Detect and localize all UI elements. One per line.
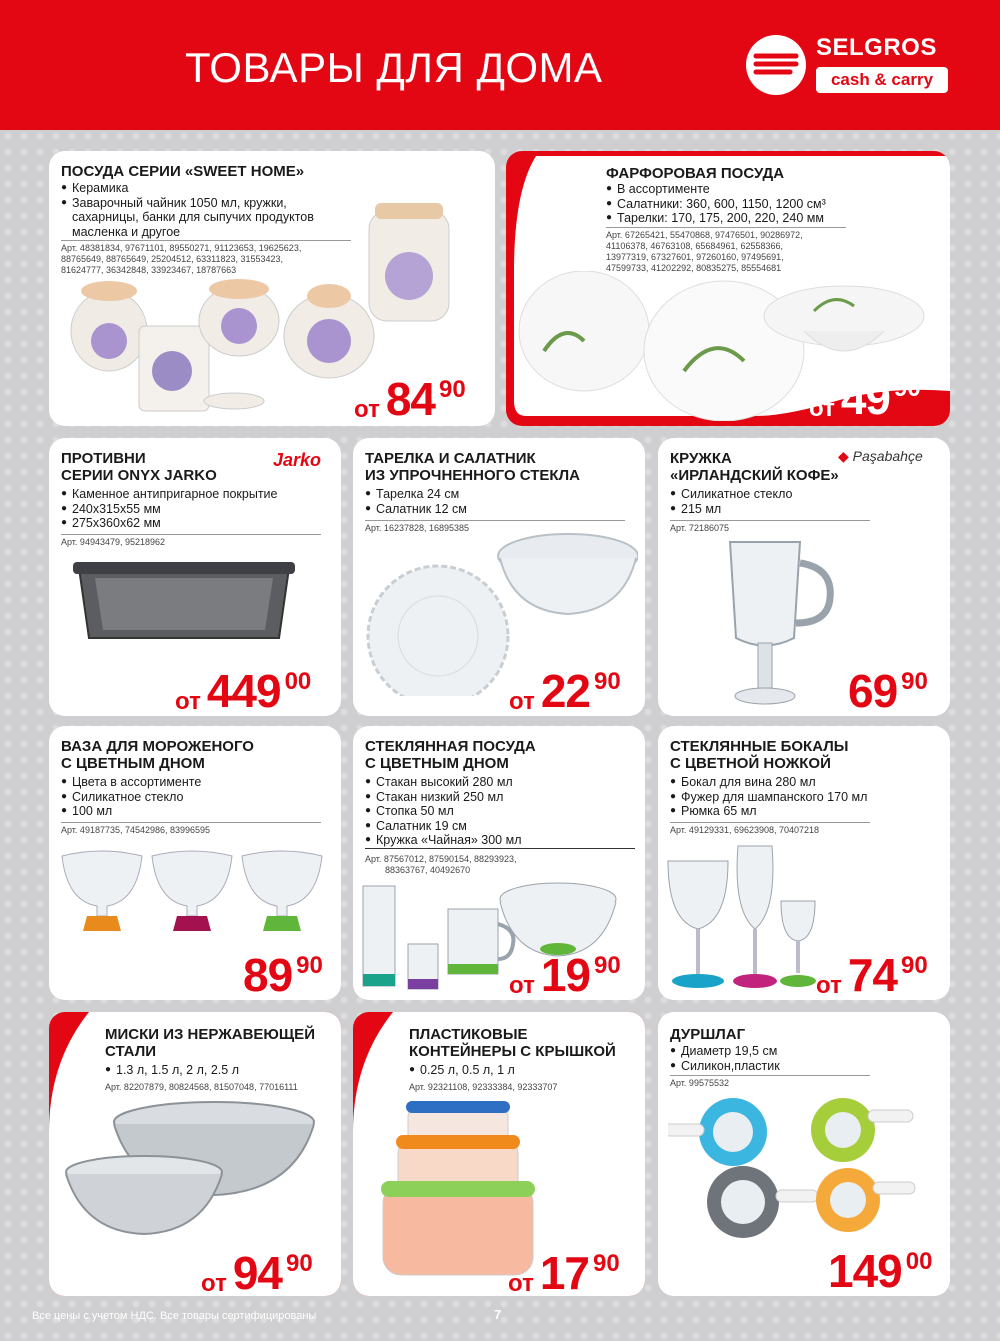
product-title: ФАРФОРОВАЯ ПОСУДА	[606, 165, 785, 182]
product-title: ДУРШЛАГ	[670, 1026, 746, 1043]
bullet: ● 100 мл	[61, 804, 331, 819]
price: от 22 90	[509, 665, 621, 716]
product-card-onyx-jarko[interactable]	[49, 438, 341, 716]
product-card-porcelain[interactable]	[506, 151, 950, 426]
article-numbers: Арт. 87567012, 87590154, 88293923, 88363767, 40492670	[365, 854, 517, 875]
product-card-colander[interactable]	[658, 1012, 950, 1296]
price: от 17 90	[508, 1247, 620, 1296]
product-card-irish-mug[interactable]	[658, 438, 950, 716]
bullet: ● 240x315x55 мм	[61, 502, 331, 517]
colander-image	[668, 1092, 938, 1242]
bullet: ● Фужер для шампанского 170 мл	[670, 790, 940, 805]
article-numbers: Арт. 67265421, 55470868, 97476501, 90286972, 41106378, 46763108, 65684961, 62558366, 13977319, 67327601, 97260160, 97495691, 47599733, 41202292, 80835275, 85554681	[606, 227, 846, 274]
article-numbers: Арт. 72186075	[670, 520, 870, 534]
product-bullets	[61, 487, 331, 531]
product-title: СТЕКЛЯННАЯ ПОСУДА С ЦВЕТНЫМ ДНОМ	[365, 738, 536, 772]
product-title: ПРОТИВНИ СЕРИИ ONYX JARKO	[61, 450, 217, 484]
bullet: ● Рюмка 65 мл	[670, 804, 940, 819]
page-header	[0, 0, 1000, 130]
product-card-ice-vase[interactable]	[49, 726, 341, 1000]
bullet: ● Кружка «Чайная» 300 мл	[365, 833, 635, 849]
price: от 84 90	[354, 373, 466, 425]
price: от 449 00	[175, 665, 312, 716]
price: 69 90	[848, 665, 928, 716]
bullet: ● Стакан высокий 280 мл	[365, 775, 635, 790]
bullet: ● Керамика	[61, 181, 351, 196]
product-title: ПЛАСТИКОВЫЕ КОНТЕЙНЕРЫ С КРЫШКОЙ	[409, 1026, 616, 1060]
product-bullets	[365, 487, 635, 516]
baking-tray-image	[69, 558, 309, 658]
product-card-plastic[interactable]	[353, 1012, 645, 1296]
selgros-logo	[742, 34, 962, 96]
page-title: ТОВАРЫ ДЛЯ ДОМА	[185, 44, 603, 91]
product-title: СТЕКЛЯННЫЕ БОКАЛЫ С ЦВЕТНОЙ НОЖКОЙ	[670, 738, 849, 772]
bullet: ● Силикатное стекло	[61, 790, 331, 805]
article-numbers: Арт. 99575532	[670, 1075, 870, 1089]
product-bullets	[670, 775, 940, 819]
product-bullets	[670, 487, 940, 516]
bullet: ● Силикон,пластик	[670, 1059, 940, 1074]
ice-vase-image	[57, 846, 337, 936]
bullet: ● Заварочный чайник 1050 мл, кружки, сахарницы, банки для сыпучих продуктов масленка и другое	[61, 196, 351, 240]
bullet: ● 275x360x62 мм	[61, 516, 331, 531]
bullet: ● 0.25 л, 0.5 л, 1 л	[409, 1063, 639, 1078]
bullet: ● Диаметр 19,5 см	[670, 1044, 940, 1059]
bullet: ● Стопка 50 мл	[365, 804, 635, 819]
product-card-sweet-home[interactable]	[49, 151, 495, 426]
bullet: ● Цвета в ассортименте	[61, 775, 331, 790]
article-numbers: Арт. 92321108, 92333384, 92333707	[409, 1082, 558, 1092]
price: от 94 90	[201, 1247, 313, 1296]
product-card-glassware[interactable]	[353, 726, 645, 1000]
price: от 49 90	[809, 372, 921, 424]
product-bullets	[409, 1063, 639, 1078]
product-bullets	[105, 1063, 335, 1078]
selgros-logo-icon	[742, 34, 812, 96]
footer-note: Все цены с учетом НДС. Все товары сертифицированы	[32, 1310, 317, 1322]
bullet: ● Тарелки: 170, 175, 200, 220, 240 мм	[606, 211, 906, 226]
page-number: 7	[494, 1307, 502, 1322]
article-numbers: Арт. 82207879, 80824568, 81507048, 77016111	[105, 1082, 298, 1092]
bullet: ● Каменное антипригарное покрытие	[61, 487, 331, 502]
bullet: ● Силикатное стекло	[670, 487, 940, 502]
article-numbers: Арт. 94943479, 95218962	[61, 534, 321, 548]
price: от 19 90	[509, 949, 621, 1000]
article-numbers: Арт. 49187735, 74542986, 83996595	[61, 822, 321, 836]
bullet: ● 1.3 л, 1.5 л, 2 л, 2.5 л	[105, 1063, 335, 1078]
steel-bowls-image	[64, 1097, 324, 1242]
logo-sub: cash & carry	[816, 67, 948, 93]
bullet: ● 215 мл	[670, 502, 940, 517]
product-bullets	[61, 775, 331, 819]
product-title: ВАЗА ДЛЯ МОРОЖЕНОГО С ЦВЕТНЫМ ДНОМ	[61, 738, 254, 772]
product-title: ТАРЕЛКА И САЛАТНИК ИЗ УПРОЧНЕННОГО СТЕКЛА	[365, 450, 580, 484]
goblets-image	[663, 841, 823, 996]
bullet: ● Тарелка 24 см	[365, 487, 635, 502]
jarko-brand-logo: Jarko	[273, 450, 322, 470]
product-card-steel-bowls[interactable]	[49, 1012, 341, 1296]
bullet: ● Салатник 12 см	[365, 502, 635, 517]
bullet: ● Стакан низкий 250 мл	[365, 790, 635, 805]
article-numbers: Арт. 49129331, 69623908, 70407218	[670, 822, 870, 836]
bullet: ● Бокал для вина 280 мл	[670, 775, 940, 790]
pasabahce-brand-logo: ◆ Paşabahçe	[838, 448, 923, 464]
bullet: ● В ассортименте	[606, 182, 906, 197]
logo-brand: SELGROS	[816, 34, 937, 61]
article-numbers: Арт. 16237828, 16895385	[365, 520, 625, 534]
bullet: ● Салатники: 360, 600, 1150, 1200 см³	[606, 197, 906, 212]
product-bullets	[365, 775, 635, 849]
price: от 74 90	[816, 949, 928, 1000]
price: 149 00	[828, 1245, 933, 1296]
product-bullets	[670, 1044, 940, 1073]
product-title: КРУЖКА «ИРЛАНДСКИЙ КОФЕ»	[670, 450, 839, 484]
product-card-goblets[interactable]	[658, 726, 950, 1000]
product-card-plate-salad[interactable]	[353, 438, 645, 716]
article-numbers: Арт. 48381834, 97671101, 89550271, 91123653, 19625623, 88765649, 88765649, 25204512, 63311823, 31553423, 81624777, 36342848, 33923467, 18787663	[61, 240, 351, 276]
irish-mug-image	[718, 538, 848, 708]
bullet: ● Салатник 19 см	[365, 819, 635, 834]
product-bullets	[606, 182, 906, 226]
price: 89 90	[243, 949, 323, 1000]
product-title: ПОСУДА СЕРИИ «SWEET HOME»	[61, 163, 305, 180]
product-title: МИСКИ ИЗ НЕРЖАВЕЮЩЕЙ СТАЛИ	[105, 1026, 315, 1060]
